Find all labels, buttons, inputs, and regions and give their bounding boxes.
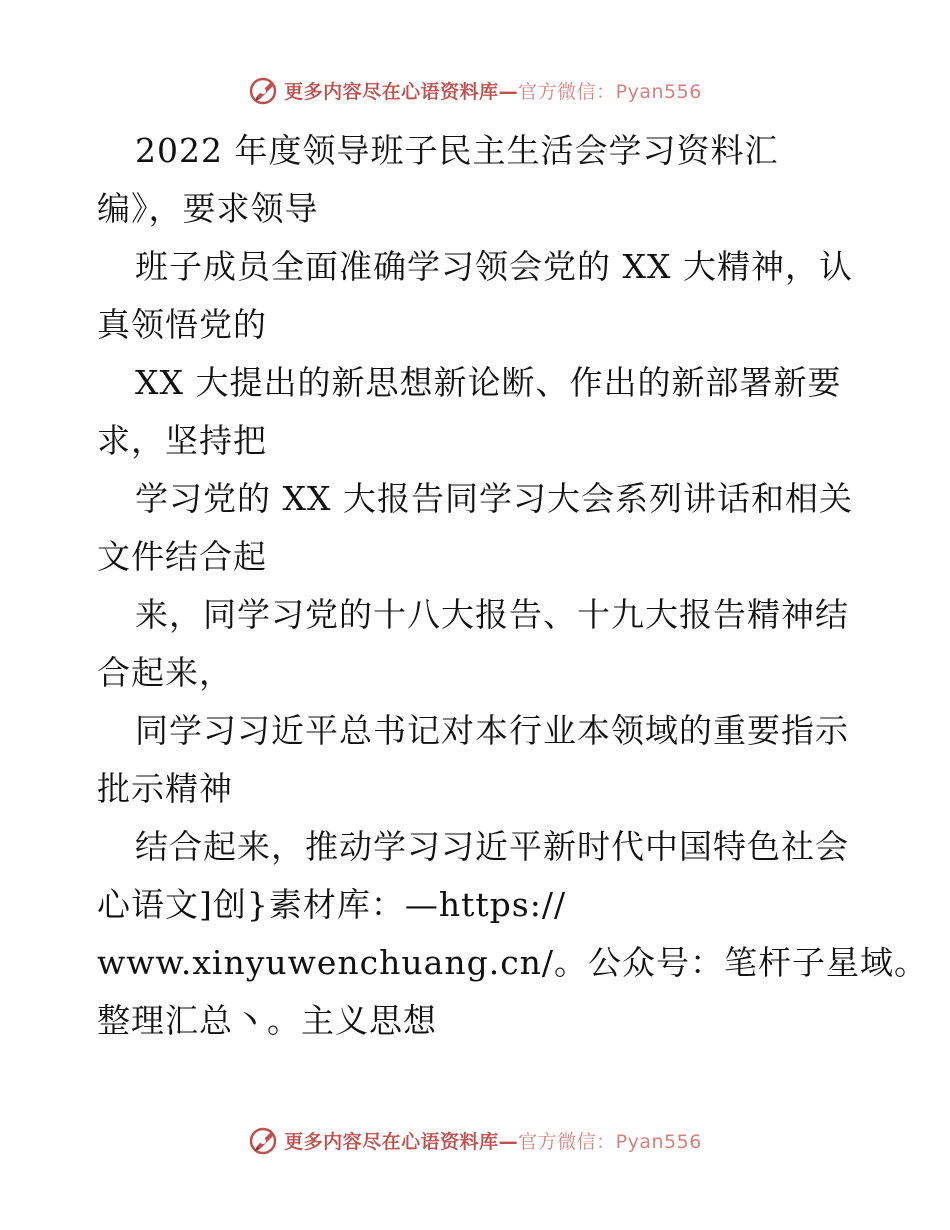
body-text-line: 结合起来，推动学习习近平新时代中国特色社会 [135, 827, 849, 866]
body-text-line: 真领悟党的 [97, 305, 267, 344]
footer-banner-content [248, 1124, 702, 1156]
header-banner-content [248, 74, 702, 106]
body-text-line: 整理汇总丶。主义思想 [97, 1001, 437, 1040]
body-text-line: 求，坚持把 [97, 421, 267, 460]
body-text-line: 文件结合起 [97, 537, 267, 576]
header-banner-text [284, 77, 702, 104]
pen-logo-icon [248, 74, 280, 106]
footer-banner-text [284, 1127, 702, 1154]
body-text-line: 心语文]创}素材库：—https:// [97, 885, 567, 924]
header-banner-wechat: 官方微信：Pyan556 [518, 80, 702, 103]
body-text-line: www.xinyuwenchuang.cn/。公众号：笔杆子星域。 [97, 943, 929, 982]
body-text-line: XX 大提出的新思想新论断、作出的新部署新要 [135, 363, 842, 402]
body-text-line: 2022 年度领导班子民主生活会学习资料汇 [135, 131, 779, 170]
pen-logo-icon [248, 1124, 280, 1156]
footer-banner-wechat: 官方微信：Pyan556 [518, 1130, 702, 1153]
header-banner [0, 70, 950, 110]
body-text-line: 批示精神 [97, 769, 233, 808]
body-text-line: 来，同学习党的十八大报告、十九大报告精神结 [135, 595, 849, 634]
document-body [97, 122, 929, 1050]
body-text-line: 学习党的 XX 大报告同学习大会系列讲话和相关 [135, 479, 853, 518]
body-text-line: 同学习习近平总书记对本行业本领域的重要指示 [135, 711, 849, 750]
footer-banner-title: 更多内容尽在心语资料库— [284, 1130, 519, 1153]
body-text-line: 班子成员全面准确学习领会党的 XX 大精神，认 [135, 247, 853, 286]
footer-banner [0, 1120, 950, 1160]
body-text-line: 编》，要求领导 [97, 189, 319, 228]
header-banner-title: 更多内容尽在心语资料库— [284, 80, 519, 103]
body-text-line: 合起来， [97, 653, 233, 692]
